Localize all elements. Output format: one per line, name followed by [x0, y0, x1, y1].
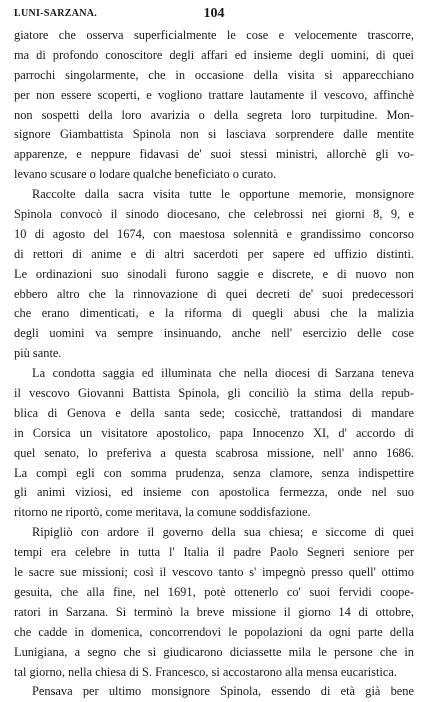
text-line: degli uomini va sempre insinuando, anche nell' esercizio delle cose — [14, 326, 414, 341]
text-line: Le ordinazioni suo sinodali furono saggie e discrete, e di nuovo non — [14, 266, 414, 281]
text-line: che cadde in domenica, concorrendovi le popolazioni da ogni parte della — [14, 624, 414, 639]
text-line: blica di Genova e della santa sede; cosicchè, trattandosi di mandare — [14, 405, 414, 420]
text-line: per non essere scoperti, e vogliono trattare lautamente il vescovo, affinchè — [14, 87, 414, 102]
text-line: in Corsica un visitatore apostolico, papa Innocenzo XI, d' accordo di — [14, 425, 414, 440]
text-line: gesuita, che alla fine, nel 1691, potè ottenerlo co' suoi fervidi coope- — [14, 584, 414, 599]
text-line: le sacre sue missioni; così il vescovo tanto s' impegnò presso quell' ottimo — [14, 565, 414, 580]
text-line: tempi era celebre in tutta l' Italia il padre Paolo Segneri seniore per — [14, 545, 414, 560]
text-line: 10 di agosto del 1674, con maestosa solennità e grandissimo concorso — [14, 226, 414, 241]
page-number: 104 — [203, 6, 225, 21]
text-line: ebbero altro che la rinnovazione di quei decreti de' suoi predecessori — [14, 286, 414, 301]
text-line: più sante. — [14, 346, 62, 361]
text-line: levano scusare o lodare qualche beneficiato o curato. — [14, 167, 277, 182]
text-line: ratori in Sarzana. Si terminò la breve missione il giorno 14 di ottobre, — [14, 604, 414, 619]
text-line: tal giorno, nella chiesa di S. Francesco, si accostarono alla mensa eucaristica. — [14, 664, 397, 679]
paragraph-first-line: Pensava per ultimo monsignore Spinola, essendo di età già bene — [32, 684, 414, 699]
text-line: di rettori di anime e di altri sacerdoti per sapere ed uffizio distinti. — [14, 246, 414, 261]
text-line: La compì egli con somma prudenza, senza clamore, senza indispettire — [14, 465, 414, 480]
text-line: apparenze, e neppure fidavasi de' suoi stessi ministri, allorchè gli vo- — [14, 147, 414, 162]
text-line: non sospetti della loro avarizia o della segreta loro turpitudine. Mon- — [14, 107, 414, 122]
text-line: giatore che osserva superficialmente le cose e velocemente trascorre, — [14, 28, 414, 42]
body-text — [14, 26, 414, 702]
text-line: parrochi singolarmente, che in occasione della visita si apparecchiano — [14, 67, 414, 82]
text-line: quel senato, lo preferiva a questa scabrosa missione, nell' anno 1686. — [14, 445, 414, 460]
text-line: che erano dimenticati, e la riforma di quegli abusi che la malizia — [14, 306, 414, 321]
text-line: Spinola convocò il sinodo diocesano, che celebrossi nei giorni 8, 9, e — [14, 207, 414, 222]
paragraph-first-line: La condotta saggia ed illuminata che nella diocesi di Sarzana teneva — [32, 366, 414, 381]
text-line: ma di profondo conoscitore degli affari ed insieme degli uomini, di quei — [14, 47, 414, 62]
text-line: signore Giambattista Spinola non si lasciava sorprendere dalle mentite — [14, 127, 414, 142]
page-header — [14, 8, 414, 26]
text-line: il vescovo Giovanni Battista Spinola, gli conciliò la stima della repub- — [14, 386, 414, 401]
text-line: ritorno ne riportò, come meritava, la comune soddisfazione. — [14, 505, 311, 520]
paragraph-first-line: Raccolte dalla sacra visita tutte le opportune memorie, monsignore — [32, 187, 414, 202]
text-line: Lunigiana, a segno che si giudicarono diciassette mila le persone che in — [14, 644, 414, 659]
running-head: LUNI-SARZANA. — [14, 8, 98, 19]
text-line: gli animi viziosi, ed insieme con apostolica fermezza, onde nel suo — [14, 485, 414, 500]
paragraph-first-line: Ripigliò con ardore il governo della sua chiesa; e siccome di quei — [32, 525, 414, 540]
